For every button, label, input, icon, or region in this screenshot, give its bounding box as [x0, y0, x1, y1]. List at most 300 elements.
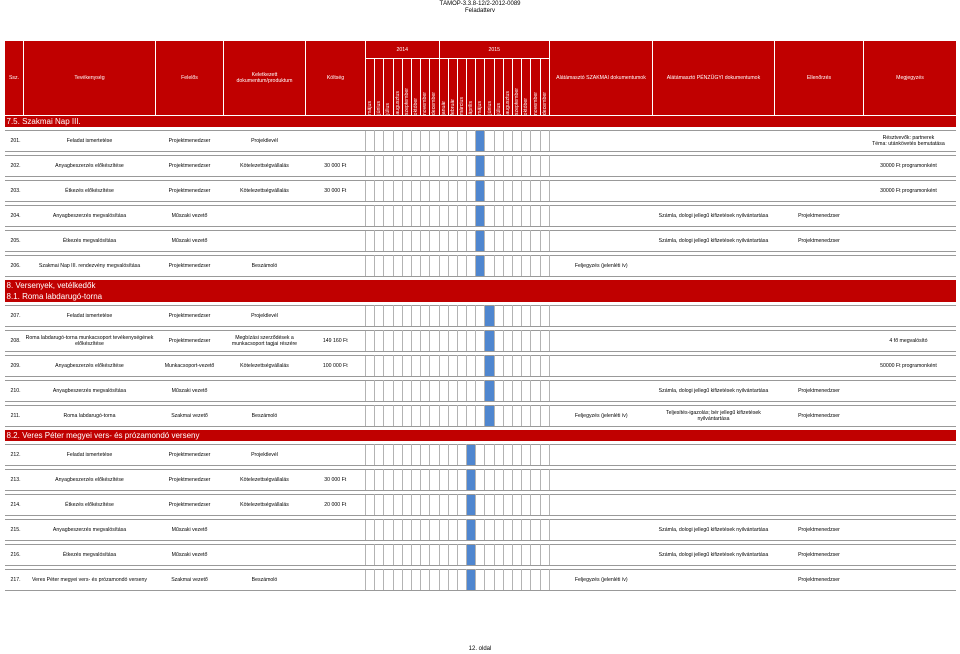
task-id: 201. — [5, 131, 24, 152]
month-cell — [421, 231, 430, 252]
section-title: 8.2. Veres Péter megyei vers- és prózamondó verseny — [5, 430, 957, 441]
month-cell — [513, 181, 522, 202]
month-cell — [393, 306, 402, 327]
month-cell — [513, 470, 522, 491]
task-product: Kötelezettségvállalás — [224, 470, 306, 491]
month-cell — [494, 181, 503, 202]
month-cell — [540, 406, 549, 427]
month-cell — [430, 181, 439, 202]
month-cell — [494, 470, 503, 491]
month-cell — [467, 131, 476, 152]
month-cell — [421, 381, 430, 402]
month-cell — [366, 381, 375, 402]
task-activity: Roma labdarugó-torna munkacsoport tevékenységének előkészítése — [24, 331, 156, 352]
month-cell — [522, 470, 531, 491]
month-header — [421, 59, 430, 116]
task-owner: Műszaki vezető — [156, 545, 224, 566]
table-row — [5, 306, 957, 327]
month-label: szeptember — [403, 87, 410, 115]
month-cell — [411, 545, 420, 566]
task-activity: Étkezés megvalósítása — [24, 231, 156, 252]
month-cell — [522, 131, 531, 152]
task-support-financial: Számla, dologi jellegű kifizetések nyilvántartása — [652, 231, 774, 252]
task-check — [774, 445, 863, 466]
month-cell — [531, 206, 540, 227]
task-notes — [863, 306, 956, 327]
month-cell — [402, 381, 411, 402]
month-cell — [476, 570, 485, 591]
task-support-professional: Feljegyzés (jelenléti ív) — [549, 406, 652, 427]
task-support-professional — [549, 495, 652, 516]
month-cell — [513, 256, 522, 277]
task-check: Projektmenedzser — [774, 206, 863, 227]
month-cell — [540, 495, 549, 516]
month-cell — [522, 545, 531, 566]
month-cell — [457, 181, 466, 202]
month-cell — [430, 356, 439, 377]
schedule-bar — [485, 306, 494, 327]
month-cell — [393, 520, 402, 541]
month-cell — [430, 231, 439, 252]
month-cell — [421, 520, 430, 541]
month-cell — [439, 545, 448, 566]
month-cell — [375, 381, 384, 402]
task-notes: Résztvevők: partnerek Téma: utánkövetés bemutatása — [863, 131, 956, 152]
month-cell — [476, 406, 485, 427]
month-cell — [457, 381, 466, 402]
month-cell — [402, 356, 411, 377]
month-cell — [393, 495, 402, 516]
month-cell — [439, 570, 448, 591]
month-cell — [522, 231, 531, 252]
month-cell — [448, 545, 457, 566]
task-product: Projektlevél — [224, 306, 306, 327]
month-cell — [375, 520, 384, 541]
month-cell — [402, 206, 411, 227]
month-cell — [467, 156, 476, 177]
month-cell — [366, 156, 375, 177]
month-cell — [531, 131, 540, 152]
month-cell — [467, 231, 476, 252]
month-cell — [375, 181, 384, 202]
task-owner: Műszaki vezető — [156, 206, 224, 227]
month-cell — [411, 570, 420, 591]
task-support-financial — [652, 570, 774, 591]
header-cost: Költség — [306, 41, 366, 116]
month-cell — [384, 306, 393, 327]
month-cell — [366, 231, 375, 252]
table-row — [5, 156, 957, 177]
month-cell — [384, 181, 393, 202]
month-cell — [476, 356, 485, 377]
table-row — [5, 181, 957, 202]
month-cell — [421, 131, 430, 152]
month-cell — [448, 156, 457, 177]
task-product: Kötelezettségvállalás — [224, 181, 306, 202]
schedule-body — [5, 116, 957, 591]
month-cell — [384, 495, 393, 516]
month-cell — [457, 406, 466, 427]
month-label: június — [376, 101, 383, 115]
task-owner: Projektmenedzser — [156, 181, 224, 202]
month-cell — [513, 406, 522, 427]
task-owner: Projektmenedzser — [156, 306, 224, 327]
header-product: Keletkezett dokumentum/produktum — [224, 41, 306, 116]
task-support-financial — [652, 356, 774, 377]
task-cost — [306, 306, 366, 327]
month-cell — [375, 470, 384, 491]
task-support-professional: Feljegyzés (jelenléti ív) — [549, 256, 652, 277]
month-cell — [522, 520, 531, 541]
month-header — [485, 59, 494, 116]
task-support-professional — [549, 156, 652, 177]
month-cell — [494, 356, 503, 377]
month-cell — [503, 381, 512, 402]
month-cell — [503, 495, 512, 516]
month-label: december — [541, 91, 548, 115]
month-cell — [430, 206, 439, 227]
month-cell — [531, 181, 540, 202]
month-label: augusztus — [504, 91, 511, 115]
schedule-bar — [485, 356, 494, 377]
task-activity: Anyagbeszerzés előkészítése — [24, 470, 156, 491]
month-cell — [531, 495, 540, 516]
task-support-financial — [652, 306, 774, 327]
task-notes: 30000 Ft programonként — [863, 181, 956, 202]
task-id: 213. — [5, 470, 24, 491]
month-cell — [457, 545, 466, 566]
task-id: 209. — [5, 356, 24, 377]
task-id: 211. — [5, 406, 24, 427]
month-cell — [439, 231, 448, 252]
month-header — [467, 59, 476, 116]
month-header — [375, 59, 384, 116]
month-cell — [503, 356, 512, 377]
task-cost: 20 000 Ft — [306, 495, 366, 516]
month-cell — [448, 231, 457, 252]
task-support-financial — [652, 256, 774, 277]
task-cost — [306, 445, 366, 466]
month-cell — [384, 470, 393, 491]
month-cell — [384, 406, 393, 427]
month-cell — [430, 495, 439, 516]
month-cell — [439, 331, 448, 352]
task-support-financial — [652, 331, 774, 352]
month-cell — [375, 156, 384, 177]
month-cell — [439, 470, 448, 491]
header-notes: Megjegyzés — [863, 41, 956, 116]
header-check: Ellenőrzés — [774, 41, 863, 116]
month-cell — [439, 406, 448, 427]
task-notes — [863, 470, 956, 491]
month-cell — [411, 356, 420, 377]
month-label: június — [486, 101, 493, 115]
task-support-professional — [549, 206, 652, 227]
task-cost: 30 000 Ft — [306, 470, 366, 491]
month-cell — [540, 181, 549, 202]
month-cell — [531, 331, 540, 352]
month-cell — [384, 445, 393, 466]
task-id: 205. — [5, 231, 24, 252]
month-cell — [531, 381, 540, 402]
task-support-professional — [549, 545, 652, 566]
task-check — [774, 181, 863, 202]
month-cell — [411, 231, 420, 252]
task-support-professional — [549, 331, 652, 352]
month-cell — [384, 570, 393, 591]
month-cell — [522, 381, 531, 402]
month-cell — [540, 470, 549, 491]
month-cell — [494, 495, 503, 516]
task-check: Projektmenedzser — [774, 231, 863, 252]
month-cell — [448, 181, 457, 202]
month-cell — [531, 231, 540, 252]
month-cell — [531, 356, 540, 377]
month-cell — [366, 356, 375, 377]
month-label: december — [431, 91, 438, 115]
month-cell — [485, 131, 494, 152]
month-cell — [494, 570, 503, 591]
month-cell — [513, 445, 522, 466]
task-check — [774, 131, 863, 152]
month-cell — [366, 495, 375, 516]
month-cell — [421, 570, 430, 591]
month-cell — [457, 331, 466, 352]
month-cell — [448, 331, 457, 352]
month-cell — [522, 156, 531, 177]
month-header — [448, 59, 457, 116]
table-row — [5, 495, 957, 516]
month-cell — [393, 206, 402, 227]
task-owner: Projektmenedzser — [156, 495, 224, 516]
task-id: 212. — [5, 445, 24, 466]
month-header — [531, 59, 540, 116]
month-cell — [366, 181, 375, 202]
month-cell — [375, 231, 384, 252]
month-cell — [503, 406, 512, 427]
task-support-professional — [549, 470, 652, 491]
month-label: július — [495, 103, 502, 115]
month-header — [457, 59, 466, 116]
month-cell — [448, 470, 457, 491]
month-cell — [485, 256, 494, 277]
month-cell — [494, 306, 503, 327]
month-cell — [476, 520, 485, 541]
schedule-bar — [467, 545, 476, 566]
month-header — [366, 59, 375, 116]
task-support-financial — [652, 131, 774, 152]
month-label: november — [422, 91, 429, 115]
month-cell — [411, 445, 420, 466]
month-cell — [366, 445, 375, 466]
task-notes — [863, 445, 956, 466]
task-support-professional — [549, 356, 652, 377]
month-cell — [430, 306, 439, 327]
month-cell — [476, 331, 485, 352]
month-cell — [485, 470, 494, 491]
schedule-bar — [485, 331, 494, 352]
task-support-financial: Számla, dologi jellegű kifizetések nyilvántartása — [652, 206, 774, 227]
month-cell — [448, 520, 457, 541]
month-cell — [494, 331, 503, 352]
month-cell — [494, 231, 503, 252]
month-label: augusztus — [394, 91, 401, 115]
month-cell — [531, 520, 540, 541]
task-support-financial — [652, 470, 774, 491]
task-check: Projektmenedzser — [774, 520, 863, 541]
month-cell — [467, 406, 476, 427]
task-notes — [863, 406, 956, 427]
schedule-bar — [476, 231, 485, 252]
month-label: május — [367, 101, 374, 115]
task-activity: Anyagbeszerzés megvalósítása — [24, 206, 156, 227]
month-cell — [430, 470, 439, 491]
month-cell — [531, 570, 540, 591]
month-cell — [439, 381, 448, 402]
task-product: Projektlevél — [224, 445, 306, 466]
task-owner: Szakmai vezető — [156, 406, 224, 427]
month-cell — [485, 231, 494, 252]
month-cell — [411, 256, 420, 277]
month-cell — [375, 495, 384, 516]
month-cell — [540, 545, 549, 566]
task-support-financial — [652, 495, 774, 516]
month-cell — [402, 331, 411, 352]
task-check: Projektmenedzser — [774, 406, 863, 427]
month-cell — [430, 406, 439, 427]
schedule-bar — [485, 406, 494, 427]
month-cell — [430, 381, 439, 402]
month-cell — [467, 206, 476, 227]
month-cell — [421, 256, 430, 277]
month-cell — [485, 570, 494, 591]
month-cell — [439, 445, 448, 466]
month-cell — [421, 445, 430, 466]
month-cell — [448, 131, 457, 152]
month-cell — [421, 331, 430, 352]
month-cell — [503, 331, 512, 352]
month-label: január — [440, 100, 447, 115]
month-cell — [457, 256, 466, 277]
task-cost — [306, 256, 366, 277]
month-cell — [522, 570, 531, 591]
section-title: 8.1. Roma labdarugó-torna — [5, 291, 957, 302]
month-cell — [540, 131, 549, 152]
month-cell — [457, 495, 466, 516]
document-title: Feladatterv — [464, 8, 495, 14]
task-owner: Munkacsoport-vezető — [156, 356, 224, 377]
task-check — [774, 306, 863, 327]
schedule-bar — [467, 470, 476, 491]
month-cell — [494, 406, 503, 427]
task-support-financial: Számla, dologi jellegű kifizetések nyilvántartása — [652, 381, 774, 402]
header-ssz: Ssz. — [5, 41, 24, 116]
month-cell — [503, 131, 512, 152]
month-cell — [375, 406, 384, 427]
month-cell — [503, 520, 512, 541]
month-cell — [366, 131, 375, 152]
month-cell — [448, 381, 457, 402]
month-cell — [476, 306, 485, 327]
task-product: Megbízási szerződések a munkacsoport tagjai részére — [224, 331, 306, 352]
task-support-professional — [549, 181, 652, 202]
month-label: szeptember — [514, 87, 521, 115]
month-cell — [467, 331, 476, 352]
month-cell — [522, 445, 531, 466]
month-cell — [366, 470, 375, 491]
month-cell — [375, 356, 384, 377]
month-cell — [476, 470, 485, 491]
schedule-bar — [476, 256, 485, 277]
month-cell — [439, 131, 448, 152]
month-cell — [485, 545, 494, 566]
task-support-professional — [549, 231, 652, 252]
month-cell — [540, 520, 549, 541]
task-id: 204. — [5, 206, 24, 227]
month-cell — [402, 470, 411, 491]
task-id: 207. — [5, 306, 24, 327]
month-cell — [366, 256, 375, 277]
month-cell — [421, 356, 430, 377]
month-cell — [513, 156, 522, 177]
task-check — [774, 156, 863, 177]
task-id: 206. — [5, 256, 24, 277]
month-cell — [384, 520, 393, 541]
task-product: Kötelezettségvállalás — [224, 156, 306, 177]
task-owner: Műszaki vezető — [156, 231, 224, 252]
schedule-bar — [476, 156, 485, 177]
month-header — [402, 59, 411, 116]
month-cell — [540, 206, 549, 227]
month-header — [513, 59, 522, 116]
task-notes — [863, 381, 956, 402]
schedule-bar — [467, 495, 476, 516]
month-cell — [540, 331, 549, 352]
table-row — [5, 331, 957, 352]
month-cell — [522, 181, 531, 202]
month-cell — [448, 256, 457, 277]
month-cell — [467, 356, 476, 377]
month-cell — [439, 356, 448, 377]
month-cell — [411, 131, 420, 152]
month-cell — [421, 470, 430, 491]
month-cell — [393, 331, 402, 352]
month-cell — [494, 445, 503, 466]
month-cell — [393, 256, 402, 277]
month-cell — [531, 445, 540, 466]
month-cell — [522, 495, 531, 516]
month-cell — [457, 231, 466, 252]
task-owner: Projektmenedzser — [156, 470, 224, 491]
month-cell — [531, 470, 540, 491]
task-activity: Anyagbeszerzés megvalósítása — [24, 381, 156, 402]
month-cell — [366, 406, 375, 427]
section-row — [5, 116, 957, 128]
task-activity: Feladat ismertetése — [24, 445, 156, 466]
task-cost — [306, 406, 366, 427]
schedule-bar — [467, 445, 476, 466]
month-cell — [366, 306, 375, 327]
month-cell — [411, 206, 420, 227]
task-check — [774, 495, 863, 516]
schedule-bar — [476, 206, 485, 227]
month-cell — [402, 445, 411, 466]
month-cell — [513, 495, 522, 516]
month-cell — [522, 306, 531, 327]
month-cell — [540, 570, 549, 591]
month-cell — [448, 570, 457, 591]
table-row — [5, 570, 957, 591]
